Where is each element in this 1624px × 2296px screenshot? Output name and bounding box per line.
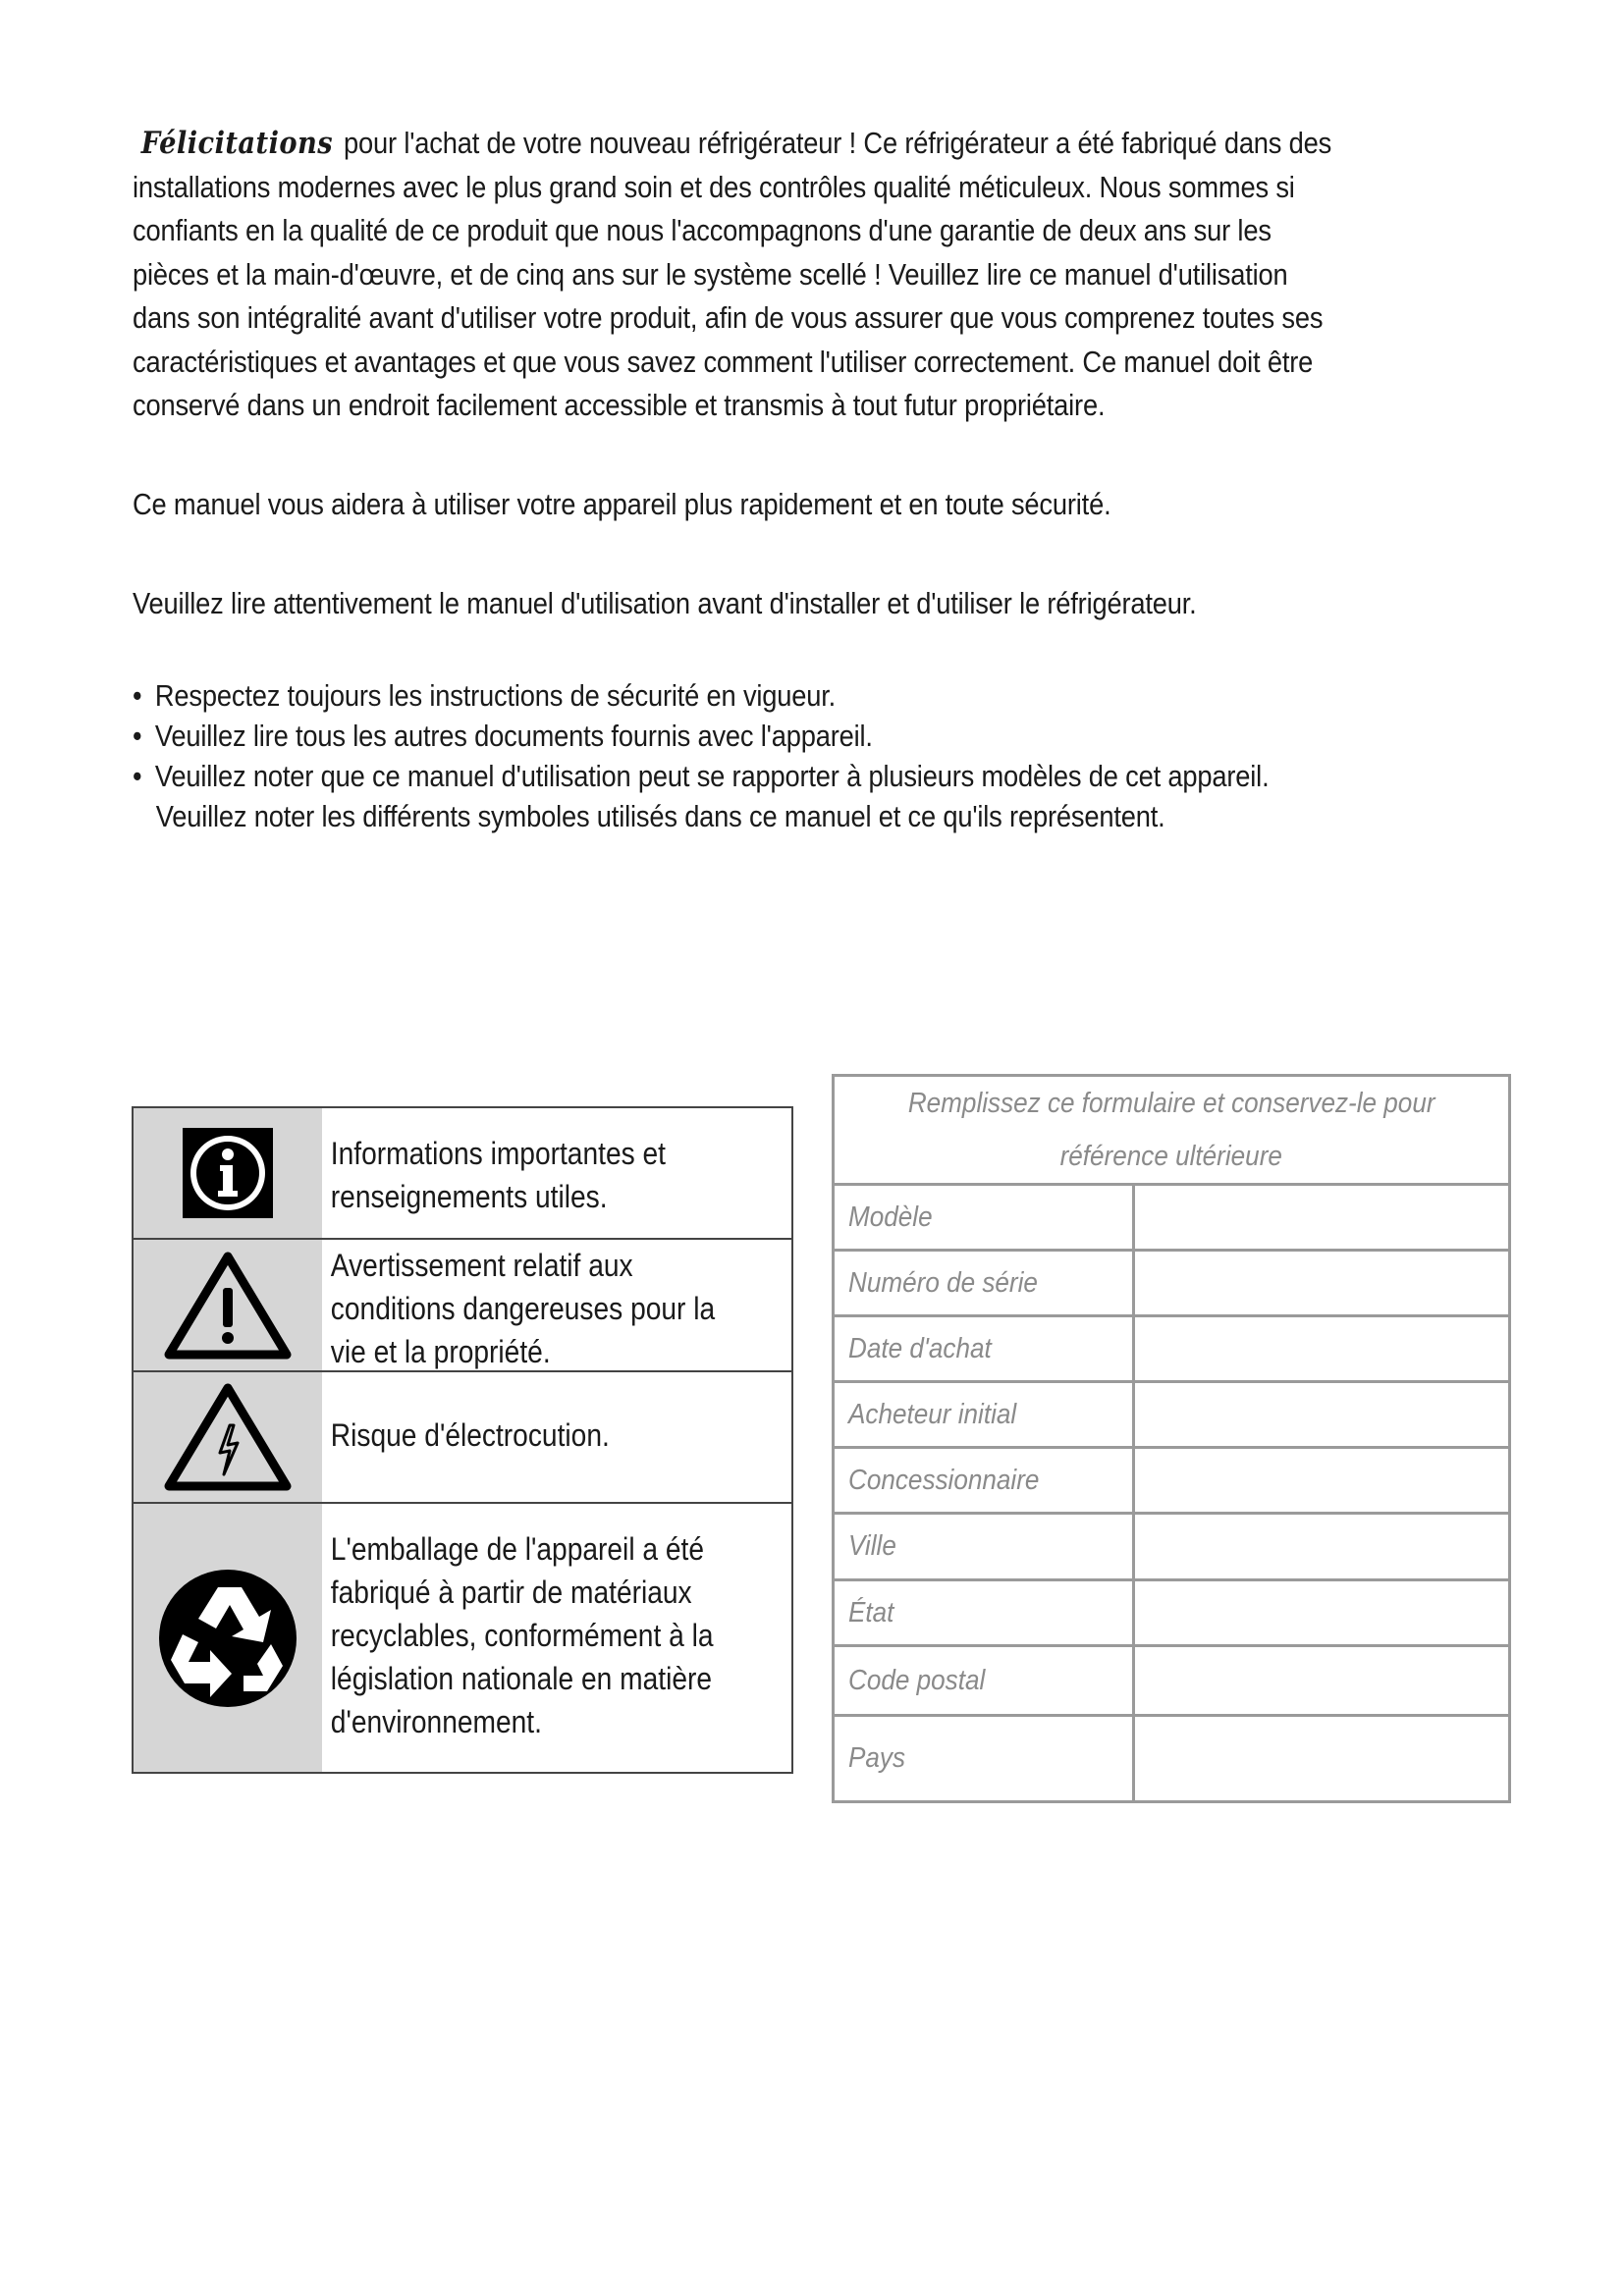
symbol-description: L'emballage de l'appareil a été fabriqué à partir de matériaux recyclables, conformément à la législation nationale en matière d'environnement. <box>330 1531 714 1739</box>
help-paragraph: Ce manuel vous aidera à utiliser votre appareil plus rapidement et en toute sécurité. <box>133 487 1111 521</box>
form-label: Pays <box>835 1717 1135 1800</box>
list-item: • Respectez toujours les instructions de sécurité en vigueur. <box>133 678 837 713</box>
list-item: • Veuillez noter que ce manuel d'utilisation peut se rapporter à plusieurs modèles de cet appareil. <box>133 759 1270 793</box>
serial-number-field[interactable] <box>1135 1252 1508 1314</box>
symbol-description: Informations importantes et renseignements utiles. <box>330 1136 667 1214</box>
recycle-icon <box>155 1566 300 1711</box>
electric-shock-icon <box>163 1382 293 1492</box>
symbol-description: Avertissement relatif aux conditions dangereuses pour la vie et la propriété. <box>330 1248 716 1369</box>
symbol-description: Risque d'électrocution. <box>330 1417 610 1453</box>
form-label: Code postal <box>835 1647 1135 1714</box>
form-header-line1: Remplissez ce formulaire et conservez-le pour <box>907 1088 1435 1119</box>
intro-lead-word: Félicitations <box>140 126 334 161</box>
symbol-cell <box>134 1240 322 1370</box>
symbol-row-recycle <box>134 1504 791 1772</box>
symbol-cell <box>134 1108 322 1238</box>
form-row-model <box>835 1186 1508 1252</box>
list-item-continuation: Veuillez noter les différents symboles utilisés dans ce manuel et ce qu'ils représentent. <box>155 799 1165 833</box>
bullet-list <box>133 675 1342 836</box>
form-row-dealer <box>835 1449 1508 1515</box>
form-header <box>835 1077 1508 1186</box>
postal-code-field[interactable] <box>1135 1647 1508 1714</box>
form-label: Date d'achat <box>835 1317 1135 1380</box>
form-label: Ville <box>835 1515 1135 1578</box>
form-label: Acheteur initial <box>835 1383 1135 1446</box>
symbol-cell <box>134 1372 322 1502</box>
purchase-date-field[interactable] <box>1135 1317 1508 1380</box>
form-row-serial <box>835 1252 1508 1317</box>
intro-text: pour l'achat de votre nouveau réfrigérateur ! Ce réfrigérateur a été fabriqué dans des installations modernes avec le plus grand soin et des contrôles qualité méticuleux. Nous sommes si confiants en la qualité de ce produit que nous l'accompagnons d'une garantie de deux ans sur les pièces et la main-d'œuvre, et de cinq ans sur le système scellé ! Veuillez lire ce manuel d'utilisation dans son intégralité avant d'utiliser votre produit, afin de vous assurer que vous comprenez toutes ses caractéristiques et avantages et que vous savez comment l'utiliser correctement. Ce manuel doit être conservé dans un endroit facilement accessible et transmis à tout futur propriétaire. <box>133 126 1332 422</box>
form-row-city <box>835 1515 1508 1581</box>
form-row-country <box>835 1717 1508 1800</box>
form-label: Numéro de série <box>835 1252 1135 1314</box>
form-row-state <box>835 1581 1508 1647</box>
symbol-row-info <box>134 1108 791 1240</box>
list-item: • Veuillez lire tous les autres documents fournis avec l'appareil. <box>133 719 873 753</box>
city-field[interactable] <box>1135 1515 1508 1578</box>
form-label: Modèle <box>835 1186 1135 1249</box>
form-row-postal-code <box>835 1647 1508 1717</box>
form-row-purchase-date <box>835 1317 1508 1383</box>
intro-paragraph <box>133 122 1342 428</box>
initial-buyer-field[interactable] <box>1135 1383 1508 1446</box>
warning-icon <box>163 1251 293 1361</box>
state-field[interactable] <box>1135 1581 1508 1644</box>
symbol-row-warning <box>134 1240 791 1372</box>
model-field[interactable] <box>1135 1186 1508 1249</box>
symbols-table <box>132 1106 793 1774</box>
dealer-field[interactable] <box>1135 1449 1508 1512</box>
info-icon <box>181 1126 275 1220</box>
form-label: Concessionnaire <box>835 1449 1135 1512</box>
read-paragraph: Veuillez lire attentivement le manuel d'utilisation avant d'installer et d'utiliser le réfrigérateur. <box>133 586 1197 620</box>
symbol-cell <box>134 1504 322 1772</box>
form-header-line2: référence ultérieure <box>1059 1141 1283 1172</box>
form-label: État <box>835 1581 1135 1644</box>
form-row-buyer <box>835 1383 1508 1449</box>
registration-form <box>832 1074 1511 1803</box>
symbol-row-electric <box>134 1372 791 1504</box>
country-field[interactable] <box>1135 1717 1508 1800</box>
